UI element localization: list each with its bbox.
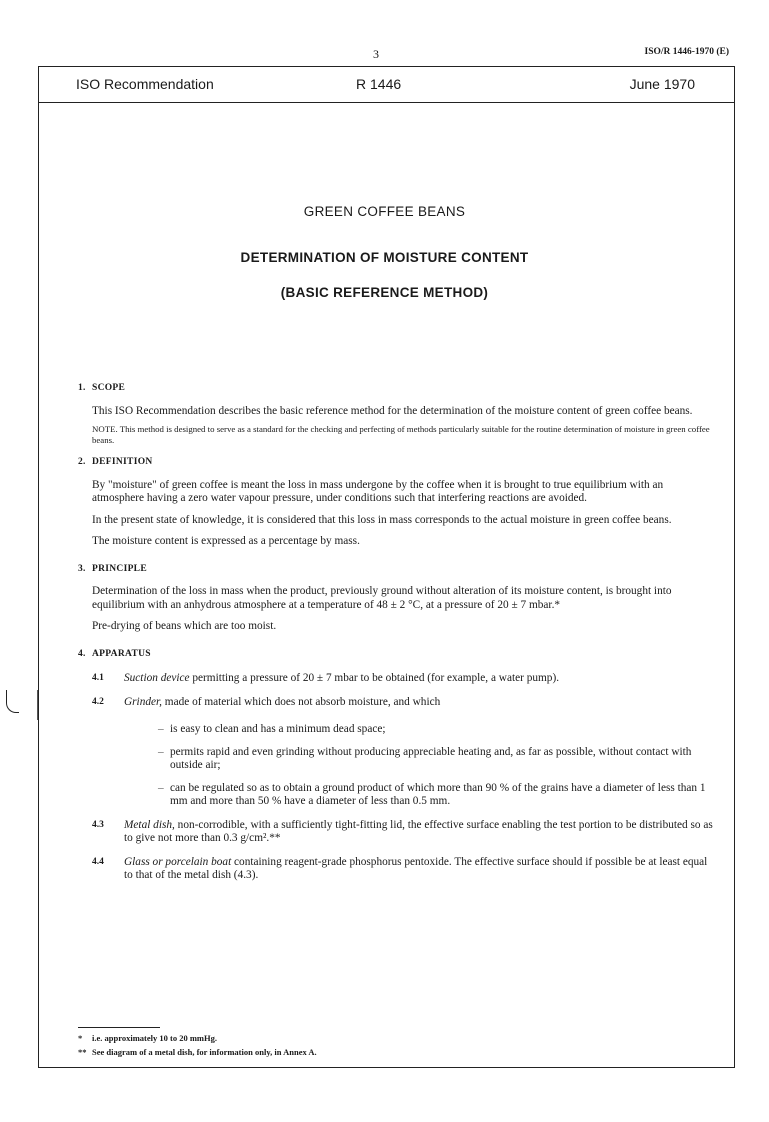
section-heading-apparatus [78, 648, 718, 662]
footnote-mark: * [78, 1033, 83, 1043]
header-row [38, 66, 735, 103]
item-term: Suction device [124, 672, 190, 684]
item-term: Grinder, [124, 695, 162, 708]
scope-note: NOTE. This method is designed to serve as a standard for the checking and perfecting of methods particularly suitable for the routine determination of moisture in green coffee beans. [92, 424, 710, 445]
subtitle-basic-reference: (BASIC REFERENCE METHOD) [280, 285, 489, 300]
document-reference: ISO/R 1446-1970 (E) [644, 47, 729, 57]
scope-paragraph: This ISO Recommendation describes the basic reference method for the determination of the moisture content of green coffee beans. [92, 404, 693, 417]
section-title: SCOPE [92, 383, 126, 393]
item-text: permitting a pressure of 20 ± 7 mbar to be obtained (for example, a water pump). [189, 672, 560, 684]
section-heading-scope [78, 382, 718, 396]
apparatus-item-4-4 [92, 856, 718, 883]
item-number: 4.4 [92, 856, 104, 867]
footnotes [78, 1031, 317, 1059]
subtitle-method: DETERMINATION OF MOISTURE CONTENT [240, 250, 529, 265]
footnote-mark: ** [78, 1047, 87, 1057]
footnote-divider [78, 1027, 160, 1028]
definition-paragraph-2: In the present state of knowledge, it is considered that this loss in mass corresponds to the actual moisture in green coffee beans. [92, 513, 672, 526]
item-text: containing reagent-grade phosphorus pentoxide. The effective surface should if possible be at least equal to that of the metal dish (4.3). [124, 855, 708, 881]
definition-paragraph-1: By "moisture" of green coffee is meant the loss in mass undergone by the coffee when it is brought to true equilibrium with an atmosphere having a zero water vapour pressure, under conditions such that interfering reactions are avoided. [92, 478, 664, 504]
list-item-text: permits rapid and even grinding without producing appreciable heating and, as far as possible, without contact with outside air; [170, 745, 692, 771]
section-title: PRINCIPLE [92, 563, 147, 574]
dash-marker: – [158, 745, 164, 758]
item-term: Glass or porcelain boat [124, 855, 232, 868]
footnote-text: See diagram of a metal dish, for information only, in Annex A. [92, 1047, 317, 1057]
list-item-text: can be regulated so as to obtain a ground product of which more than 90 % of the grains have a diameter of less than 1 mm and more than 50 % have a diameter of less than 0.5 mm. [170, 781, 706, 807]
principle-paragraph-2: Pre-drying of beans which are too moist. [92, 620, 277, 632]
list-item [158, 723, 718, 737]
main-title: GREEN COFFEE BEANS [303, 204, 466, 219]
section-heading-principle [78, 563, 718, 577]
footnote-text: i.e. approximately 10 to 20 mmHg. [92, 1033, 217, 1043]
dash-marker: – [158, 723, 164, 735]
body-content [78, 382, 718, 893]
item-text: non-corrodible, with a sufficiently tight-fitting lid, the effective surface enabling the test portion to be distributed so as to give not more than 0.3 g/cm².** [124, 818, 713, 844]
item-number: 4.2 [92, 696, 104, 707]
section-heading-definition [78, 456, 718, 470]
margin-line [37, 690, 38, 720]
section-number: 4. [78, 648, 86, 659]
item-text: made of material which does not absorb moisture, and which [161, 695, 441, 708]
section-title: DEFINITION [92, 457, 153, 467]
item-term: Metal dish, [124, 818, 175, 831]
footnote-2 [78, 1045, 317, 1059]
definition-paragraph-3: The moisture content is expressed as a percentage by mass. [92, 535, 360, 547]
list-item [158, 782, 718, 809]
section-number: 2. [78, 457, 86, 467]
grinder-requirements-list [158, 723, 718, 809]
list-item-text: is easy to clean and has a minimum dead space; [170, 723, 386, 735]
principle-paragraph-1: Determination of the loss in mass when the product, previously ground without alteration of its moisture content, is brought into equilibrium with an anhydrous atmosphere at a temperature of 48 ± 2 °C, at a pressure of 20 ± 7 mbar.* [92, 585, 672, 611]
apparatus-item-4-1 [92, 672, 718, 686]
footnote-1 [78, 1031, 317, 1045]
item-number: 4.1 [92, 673, 104, 683]
header-recommendation: ISO Recommendation [76, 76, 214, 92]
apparatus-item-4-2 [92, 696, 718, 710]
header-number: R 1446 [356, 76, 402, 92]
dash-marker: – [158, 781, 164, 794]
section-number: 1. [78, 383, 86, 393]
margin-mark [6, 690, 19, 713]
apparatus-item-4-3 [92, 819, 718, 846]
page-number: 3 [373, 47, 379, 61]
item-number: 4.3 [92, 819, 104, 830]
section-title: APPARATUS [92, 648, 151, 659]
header-date: June 1970 [629, 76, 695, 92]
list-item [158, 746, 718, 773]
section-number: 3. [78, 563, 86, 574]
